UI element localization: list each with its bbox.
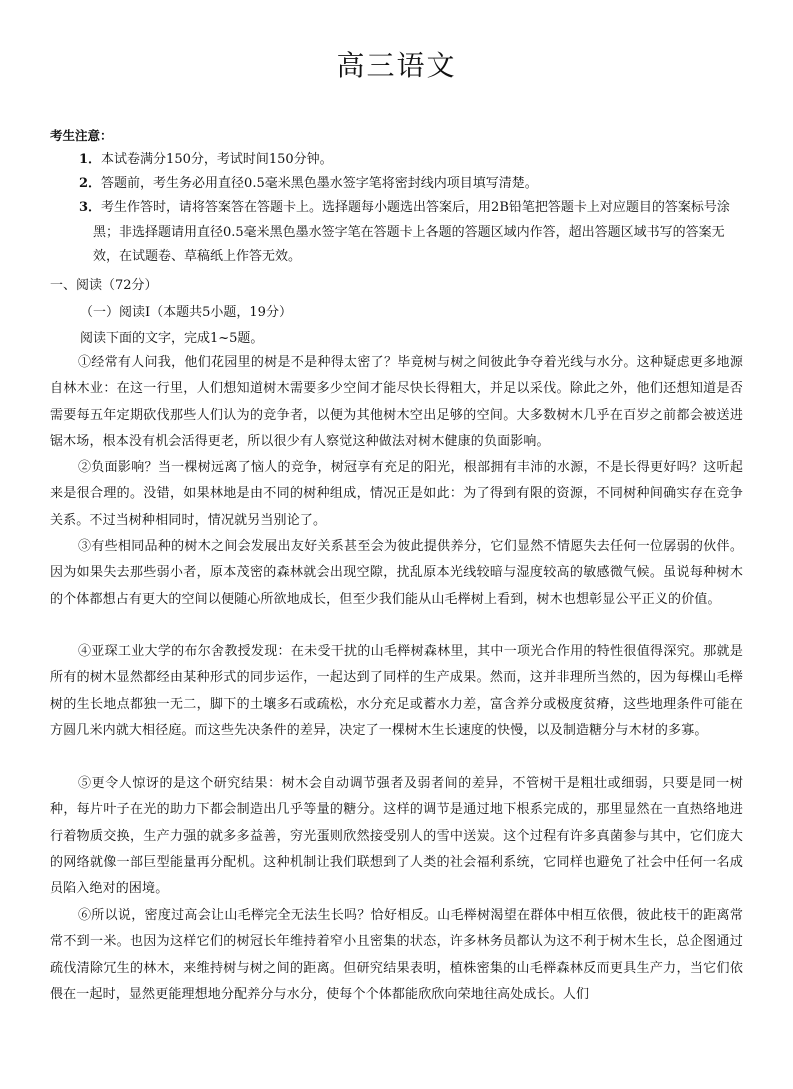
notice-item-text: 本试卷满分150分，考试时间150分钟。 [101, 152, 333, 167]
article-paragraph: ⑤更令人惊讶的是这个研究结果：树木会自动调节强者及弱者间的差异，不管树干是粗壮或细弱，只要是同一树种，每片叶子在光的助力下都会制造出几乎等量的糖分。这样的调节是通过地下根系完成的，那里显然在一直热络地进行着物质交换，生产力强的就多多益善，穷光蛋则欣然接受别人的雪中送炭。这个过程有许多真菌参与其中，它们庞大的网络就像一部巨型能量再分配机。这种机制让我们联想到了人类的社会福利系统，它同样也避免了社会中任何一名成员陷入绝对的困境。 [50, 776, 743, 897]
notice-item-text: 答题前，考生务必用直径0.5毫米黑色墨水签字笔将密封线内项目填写清楚。 [101, 176, 538, 191]
notice-item-number: 2． [79, 176, 102, 191]
article-paragraph: ④亚琛工业大学的布尔舍教授发现：在未受干扰的山毛榉树森林里，其中一项光合作用的特性很值得深究。那就是所有的树木显然都经由某种形式的同步运作，一起达到了同样的生产成果。然而，这并非理所当然的，因为每棵山毛榉树的生长地点都独一无二，脚下的土壤多石或疏松，水分充足或蓄水力差，富含养分或极度贫瘠，这些地理条件可能在方圆几米内就大相径庭。而这些先决条件的差异，决定了一棵树木生长速度的快慢，以及制造糖分与木材的多寡。 [50, 644, 743, 738]
notice-heading: 考生注意： [50, 128, 113, 143]
notice-item-number: 1． [79, 152, 102, 167]
article-paragraph: ①经常有人问我，他们花园里的树是不是种得太密了？毕竟树与树之间彼此争夺着光线与水分。这种疑虑更多地源自林木业：在这一行里，人们想知道树木需要多少空间才能尽快长得粗大，并足以采伐。除此之外，他们还想知道是否需要每五年定期砍伐那些人们认为的竞争者，以便为其他树木空出足够的空间。大多数树木几乎在百岁之前都会被送进锯木场，根本没有机会活得更老，所以很少有人察觉这种做法对树木健康的负面影响。 [50, 355, 743, 449]
article-paragraph: ②负面影响？当一棵树远离了恼人的竞争，树冠享有充足的阳光，根部拥有丰沛的水源，不是长得更好吗？这听起来是很合理的。没错，如果林地是由不同的树种组成，情况正是如此：为了得到有限的资源，不同树种间确实存在竞争关系。不过当树种相同时，情况就另当别论了。 [50, 460, 743, 528]
article-paragraph: ③有些相同品种的树木之间会发展出友好关系甚至会为彼此提供养分，它们显然不情愿失去任何一位孱弱的伙伴。因为如果失去那些弱小者，原本茂密的森林就会出现空隙，扰乱原本光线较暗与湿度较高的敏感微气候。虽说每种树木的个体都想占有更大的空间以便随心所欲地成长，但至少我们能从山毛榉树上看到，树木也想彰显公平正义的价值。 [50, 539, 743, 607]
subsection-heading: （一）阅读Ⅰ（本题共5小题，19分） [80, 305, 292, 320]
article-paragraph: ⑥所以说，密度过高会让山毛榉完全无法生长吗？恰好相反。山毛榉树渴望在群体中相互依偎，彼此枝干的距离常常不到一米。也因为这样它们的树冠长年维持着窄小且密集的状态，许多林务员都认为这不利于树木生长，总企图通过疏伐清除冗生的林木，来维持树与树之间的距离。但研究结果表明，植株密集的山毛榉森林反而更具生产力，当它们依偎在一起时，显然更能理想地分配养分与水分，使每个个体都能欣欣向荣地往高处成长。人们 [50, 908, 743, 1002]
section-heading: 一、阅读（72分） [50, 278, 158, 293]
notice-item [79, 196, 747, 270]
notice-item-number: 3． [79, 200, 102, 215]
page-title: 高三语文 [336, 49, 457, 82]
notice-item [79, 148, 747, 173]
notice-item [79, 172, 747, 197]
notice-item-text: 考生作答时，请将答案答在答题卡上。选择题每小题选出答案后，用2B铅笔把答题卡上对应题目的答案标号涂黑；非选择题请用直径0.5毫米黑色墨水签字笔在答题卡上各题的答题区域内作答，超出答题区域书写的答案无效，在试题卷、草稿纸上作答无效。 [93, 200, 730, 264]
reading-instruction: 阅读下面的文字，完成1~5题。 [80, 331, 264, 346]
